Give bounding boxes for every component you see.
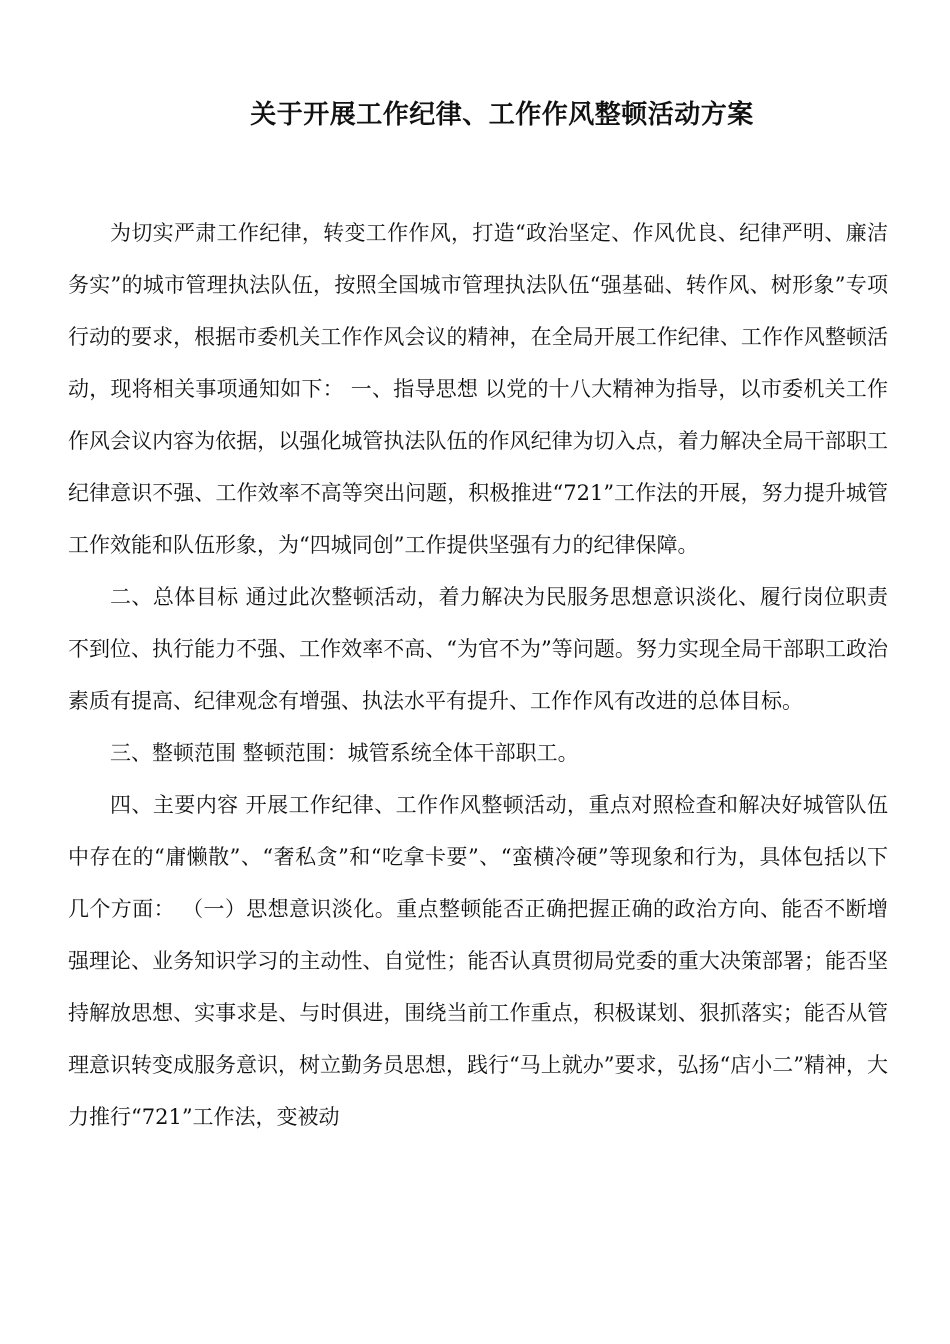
paragraph-scope: 三、整顿范围 整顿范围：城管系统全体干部职工。: [110, 741, 579, 765]
document-body: [68, 207, 888, 1143]
paragraph-overall-goal: 二、总体目标 通过此次整顿活动，着力解决为民服务思想意识淡化、履行岗位职责不到位、执行能力不强、工作效率不高、“为官不为”等问题。努力实现全局干部职工政治素质有提高、纪律观念有增强、执法水平有提升、工作作风有改进的总体目标。: [68, 585, 888, 713]
paragraph-intro: 为切实严肃工作纪律，转变工作作风，打造“政治坚定、作风优良、纪律严明、廉洁务实”的城市管理执法队伍，按照全国城市管理执法队伍“强基础、转作风、树形象”专项行动的要求，根据市委机关工作作风会议的精神，在全局开展工作纪律、工作作风整顿活动，现将相关事项通知如下： 一、指导思想 以党的十八大精神为指导，以市委机关工作作风会议内容为依据，以强化城管执法队伍的作风纪律为切入点，着力解决全局干部职工纪律意识不强、工作效率不高等突出问题，积极推进“721”工作法的开展，努力提升城管工作效能和队伍形象，为“四城同创”工作提供坚强有力的纪律保障。: [68, 221, 888, 557]
document-title: 关于开展工作纪律、工作作风整顿活动方案: [250, 100, 754, 130]
paragraph-main-content: 四、主要内容 开展工作纪律、工作作风整顿活动，重点对照检查和解决好城管队伍中存在的“庸懒散”、“奢私贪”和“吃拿卡要”、“蛮横冷硬”等现象和行为，具体包括以下几个方面： （一）思想意识淡化。重点整顿能否正确把握正确的政治方向、能否不断增强理论、业务知识学习的主动性、自觉性；能否认真贯彻局党委的重大决策部署；能否坚持解放思想、实事求是、与时俱进，围绕当前工作重点，积极谋划、狠抓落实；能否从管理意识转变成服务意识，树立勤务员思想，践行“马上就办”要求，弘扬“店小二”精神，大力推行“721”工作法，变被动: [68, 793, 888, 1129]
